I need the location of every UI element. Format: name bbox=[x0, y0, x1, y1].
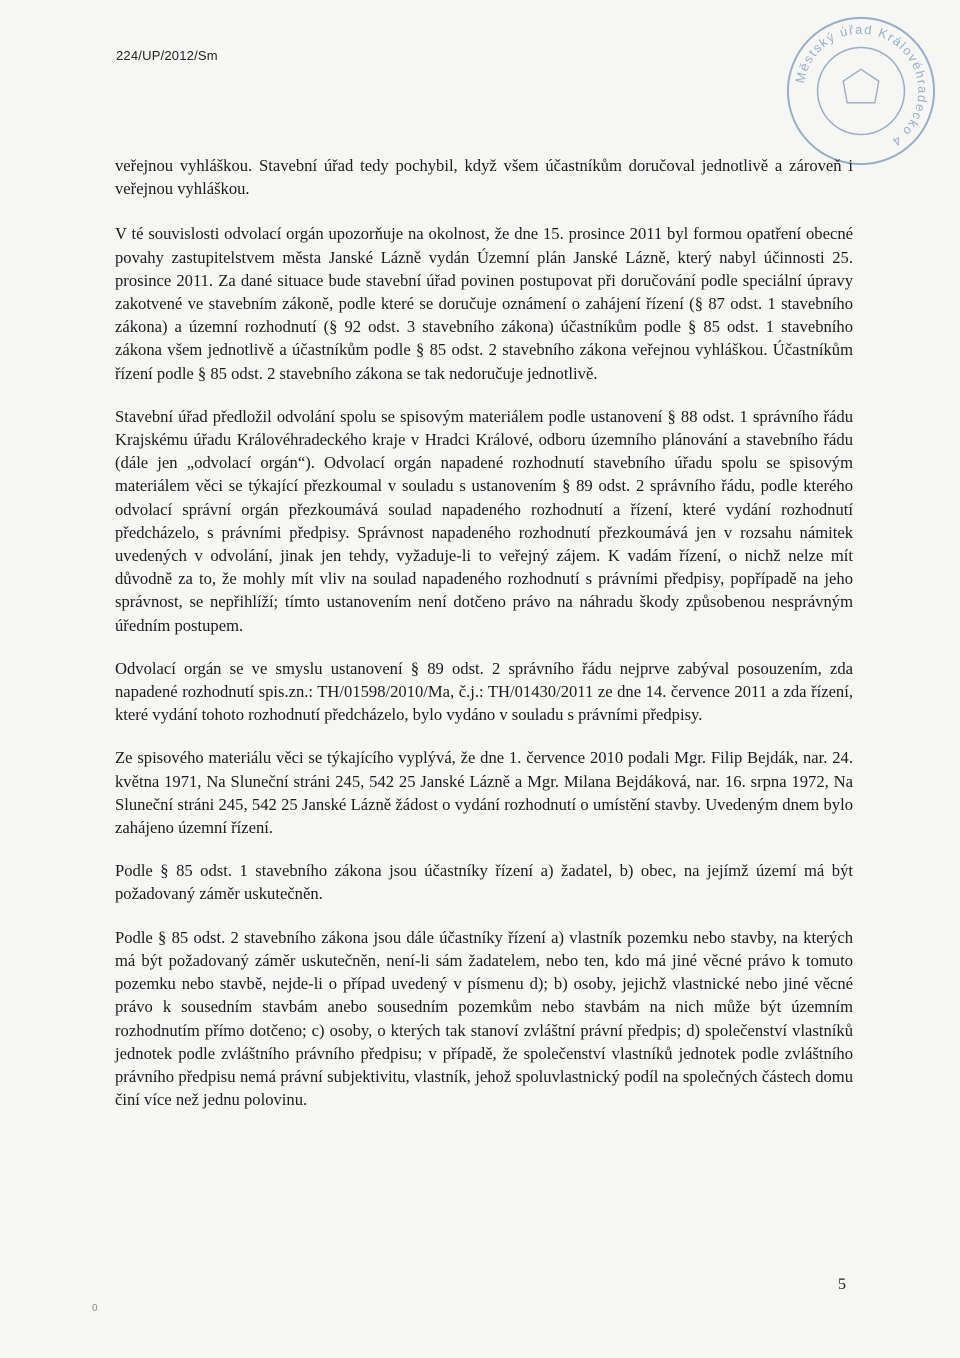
reference-number: 224/UP/2012/Sm bbox=[116, 48, 218, 63]
paragraph-participants-1: Podle § 85 odst. 1 stavebního zákona jsou účastníky řízení a) žadatel, b) obec, na jejímž území má být požadovaný záměr uskutečněn. bbox=[115, 861, 853, 904]
svg-text:Městský úřad Královéhradecko 4: Městský úřad Královéhradecko 4 bbox=[792, 21, 931, 151]
paragraph-application: Ze spisového materiálu věci se týkajícího vyplývá, že dne 1. července 2010 podali Mgr. Filip Bejdák, nar. 24. května 1971, Na Sluneční stráni 245, 542 25 Janské Lázně a Mgr. Milana Bejdáková, nar. 16. srpna 1972, Na Sluneční stráni 245, 542 25 Janské Lázně žádost o vydání rozhodnutí o umístění stavby. Uvedeným dnem bylo zahájeno územní řízení. bbox=[115, 748, 853, 838]
page-number: 5 bbox=[838, 1276, 846, 1293]
paragraph-appeal-submission: Stavební úřad předložil odvolání spolu se spisovým materiálem podle ustanovení § 88 odst. 1 správního řádu Krajskému úřadu Královéhradeckého kraje v Hradci Králové, odboru územního plánování a stavebního řádu (dále jen „odvolací orgán“). Odvolací orgán napadené rozhodnutí stavebního úřadu spolu se spisovým materiálem věci se týkající přezkoumal v souladu s ustanovením § 89 odst. 2 správního řádu, podle kterého odvolací správní orgán přezkoumává soulad napadeného rozhodnutí a řízení, které vydání rozhodnutí předcházelo, s právními předpisy. Správnost napadeného rozhodnutí přezkoumává jen v rozsahu námitek uvedených v odvolání, jinak jen tehdy, vyžaduje-li to veřejný zájem. K vadám řízení, o nichž nelze mít důvodně za to, že mohly mít vliv na soulad napadeného rozhodnutí s právními předpisy, popřípadě na jeho správnost, se nepřihlíží; tímto ustanovením není dotčeno právo na náhradu škody způsobenou nesprávným úředním postupem. bbox=[115, 406, 853, 635]
document-body bbox=[115, 154, 853, 1131]
paragraph-review-scope: Odvolací orgán se ve smyslu ustanovení § 89 odst. 2 správního řádu nejprve zabýval posouzením, zda napadené rozhodnutí spis.zn.: TH/01598/2010/Ma, č.j.: TH/01430/2011 ze dne 14. července 2011 a zda řízení, které vydání tohoto rozhodnutí předcházelo, bylo vydáno v souladu s právními předpisy. bbox=[115, 658, 853, 725]
paragraph-territorial-plan: V té souvislosti odvolací orgán upozorňuje na okolnost, že dne 15. prosince 2011 byl formou opatření obecné povahy zastupitelstvem města Janské Lázně vydán Územní plán Janské Lázně, který nabyl účinnosti 25. prosince 2011. Za dané situace bude stavební úřad povinen postupovat při doručování podle speciální úpravy zakotvené ve stavebním zákoně, podle které se doručuje oznámení o zahájení řízení (§ 87 odst. 1 stavebního zákona) a územní rozhodnutí (§ 92 odst. 3 stavebního zákona) účastníkům podle § 85 odst. 1 stavebního zákona všem jednotlivě a účastníkům podle § 85 odst. 2 stavebního zákona veřejnou vyhláškou. Účastníkům řízení podle § 85 odst. 2 stavebního zákona se tak nedoručuje jednotlivě. bbox=[115, 224, 853, 383]
paragraph-participants-2: Podle § 85 odst. 2 stavebního zákona jsou dále účastníky řízení a) vlastník pozemku nebo stavby, na kterých má být požadovaný záměr uskutečněn, není-li sám žadatelem, nebo ten, kdo má jiné věcné právo k tomuto pozemku nebo stavbě, nejde-li o případ uvedený v písmenu d); b) osoby, jejichž vlastnické nebo jiné věcné právo k sousedním stavbám anebo sousedním pozemkům nebo stavbám na nich může být územním rozhodnutím přímo dotčeno; c) osoby, o kterých tak stanoví zvláštní právní předpis; d) společenství vlastníků jednotek podle zvláštního právního předpisu; v případě, že společenství vlastníků jednotek podle zvláštního právního předpisu nemá právní subjektivitu, vlastník, jehož spoluvlastnický podíl na společných částech domu činí více než jednu polovinu. bbox=[115, 927, 853, 1110]
margin-mark: 0 bbox=[92, 1303, 98, 1314]
official-stamp bbox=[782, 12, 940, 170]
paragraph-continuation: veřejnou vyhláškou. Stavební úřad tedy pochybil, když všem účastníkům doručoval jednotlivě a zároveň i veřejnou vyhláškou. bbox=[115, 156, 853, 199]
